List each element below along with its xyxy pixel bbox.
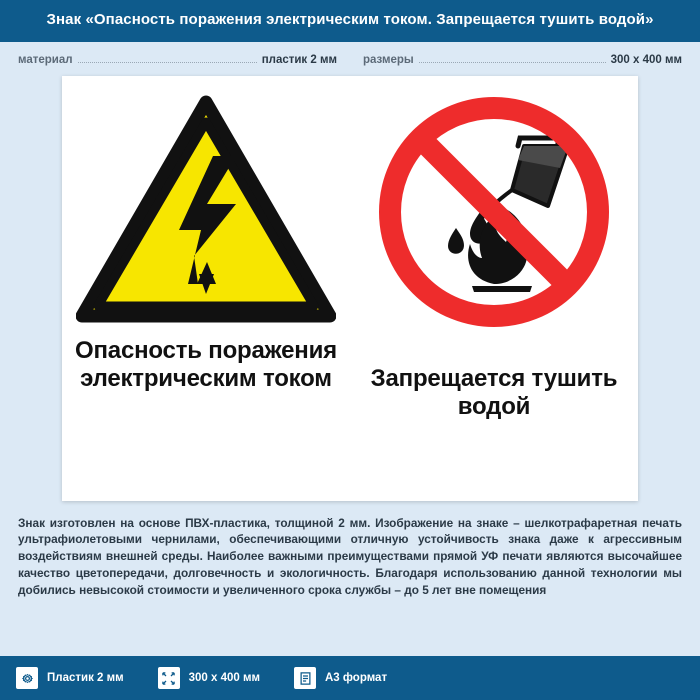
footer-label-format: A3 формат (325, 672, 388, 684)
sign-plate (62, 76, 638, 501)
sign-caption-left: Опасность поражения электрическим током (75, 336, 337, 392)
footer-bar (0, 656, 700, 700)
page-title: Знак «Опасность поражения электрическим током. Запрещается тушить водой» (0, 0, 700, 42)
spec-material-value: пластик 2 мм (261, 53, 337, 66)
footer-item-size (158, 667, 260, 689)
sign-plate-wrapper (0, 76, 700, 501)
spec-material (18, 54, 337, 66)
footer-item-format (294, 667, 387, 689)
sign-half-left (62, 76, 350, 501)
sign-half-right (350, 76, 638, 501)
document-icon (294, 667, 316, 689)
specs-strip (0, 42, 700, 76)
spec-material-label: материал (18, 53, 73, 66)
spec-size-label: размеры (363, 53, 414, 66)
spec-size (363, 54, 682, 66)
sign-caption-right: Запрещается тушить водой (370, 364, 618, 420)
resize-arrows-icon (158, 667, 180, 689)
product-description: Знак изготовлен на основе ПВХ-пластика, толщиной 2 мм. Изображение на знаке – шелкотрафаретная печать ультрафиолетовыми чернилами, обеспечивающими отличную устойчивость знака даже к агрессивным воздействиям внешней среды. Наиболее важными преимуществами прямой УФ печати являются высочайшее качество цветопередачи, долговечность и экологичность. Благодаря использованию данной технологии мы добились невысокой стоимости и увеличенного срока службы – до 5 лет вне помещения (18, 515, 682, 597)
footer-label-material: Пластик 2 мм (47, 672, 124, 684)
gear-icon (16, 667, 38, 689)
spec-size-value: 300 x 400 мм (610, 53, 682, 66)
electrical-hazard-triangle-icon (76, 94, 336, 329)
footer-item-material (16, 667, 124, 689)
footer-label-size: 300 x 400 мм (188, 672, 260, 684)
spec-size-dots (419, 62, 606, 63)
no-water-extinguishing-icon (372, 94, 616, 335)
spec-material-dots (78, 62, 257, 63)
